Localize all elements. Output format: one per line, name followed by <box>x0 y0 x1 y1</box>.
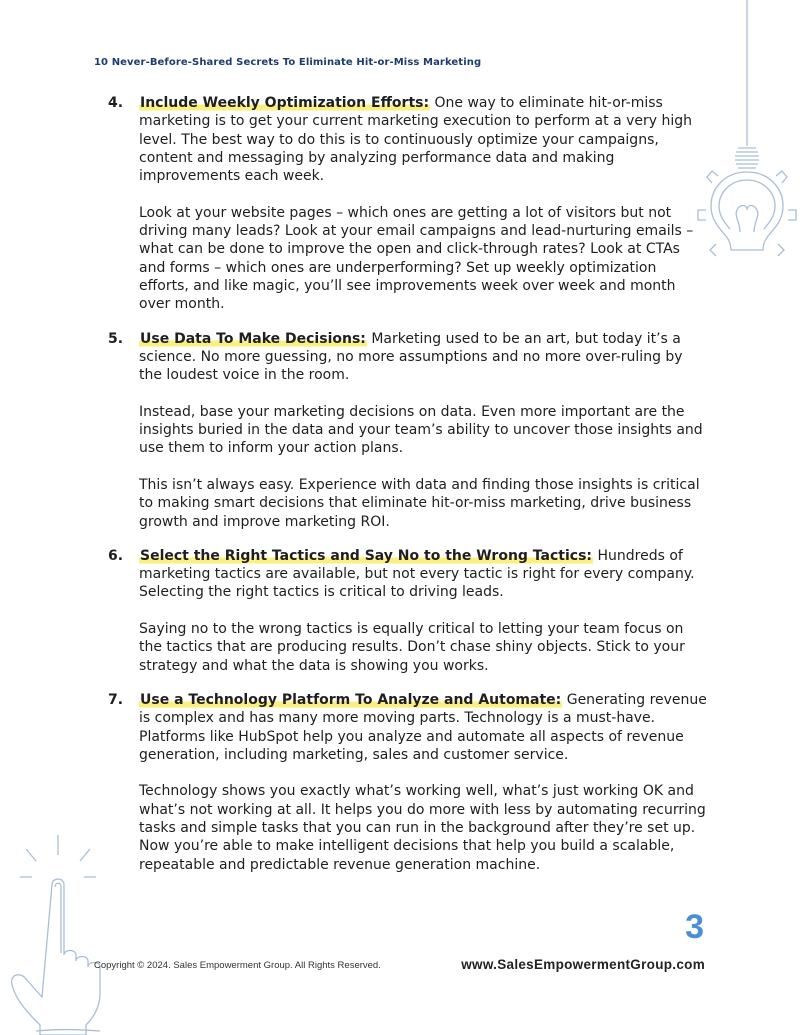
item-paragraph: Instead, base your marketing decisions on data. Even more important are the insights buried in the data and your team’s ability to uncover those insights and use them to inform your action plans. <box>139 403 703 457</box>
item-body <box>139 330 708 531</box>
list-item <box>108 547 708 675</box>
item-number: 4. <box>108 95 124 111</box>
item-paragraph: Technology shows you exactly what’s working well, what’s just working OK and what’s not working at all. It helps you do more with less by automating recurring tasks and simple tasks that you can run in the background after they’re set up. Now you’re able to make intelligent decisions that help you build a scalable, repeatable and predictable revenue generation machine. <box>139 783 706 873</box>
item-lead: Generating revenue is complex and has many more moving parts. Technology is a must-have. Platforms like HubSpot help you analyze and automate all aspects of revenue generation, including marketing, sales and customer service. <box>139 691 707 763</box>
list-item <box>108 691 708 874</box>
item-paragraph: Saying no to the wrong tactics is equally critical to letting your team focus on the tactics that are producing results. Don’t chase shiny objects. Stick to your strategy and what the data is showing you works. <box>139 621 685 674</box>
page-number: 3 <box>685 908 704 946</box>
item-paragraph: Look at your website pages – which ones are getting a lot of visitors but not driving many leads? Look at your email campaigns and lead-nurturing emails – what can be done to improve the open and click-through rates? Look at CTAs and forms – which ones are underperforming? Set up weekly optimization efforts, and like magic, you’ll see improvements week over week and month over month. <box>139 204 694 313</box>
item-number: 5. <box>108 330 124 347</box>
copyright-text: Copyright © 2024. Sales Empowerment Group. All Rights Reserved. <box>94 960 381 971</box>
item-lead: Hundreds of marketing tactics are available, but not every tactic is right for every company. Selecting the right tactics is critical to driving leads. <box>139 547 695 601</box>
item-number: 7. <box>108 691 124 708</box>
item-lead: Marketing used to be an art, but today it’s a science. No more guessing, no more assumptions and no more over-ruling by the loudest voice in the room. <box>139 330 683 384</box>
item-body <box>139 691 708 874</box>
item-heading: Select the Right Tactics and Say No to the Wrong Tactics: <box>140 547 593 564</box>
item-number: 6. <box>108 547 124 564</box>
pointing-hand-icon <box>0 835 140 1035</box>
item-heading: Use a Technology Platform To Analyze and Automate: <box>140 691 562 708</box>
item-body <box>139 94 708 314</box>
item-paragraph: This isn’t always easy. Experience with data and finding those insights is critical to making smart decisions that eliminate hit-or-miss marketing, drive business growth and improve marketing ROI. <box>139 476 700 530</box>
list-item <box>108 330 708 531</box>
item-heading: Include Weekly Optimization Efforts: <box>140 95 430 111</box>
item-heading: Use Data To Make Decisions: <box>140 330 366 347</box>
item-lead: One way to eliminate hit-or-miss marketing is to get your current marketing execution to perform at a very high level. The best way to do this is to continuously optimize your campaigns, content and messaging by analyzing performance data and making improvements each week. <box>139 95 693 185</box>
website-url: www.SalesEmpowermentGroup.com <box>461 957 705 972</box>
numbered-list <box>108 94 708 890</box>
item-body <box>139 547 708 675</box>
list-item <box>108 94 708 314</box>
document-header: 10 Never-Before-Shared Secrets To Eliminate Hit-or-Miss Marketing <box>94 57 482 68</box>
